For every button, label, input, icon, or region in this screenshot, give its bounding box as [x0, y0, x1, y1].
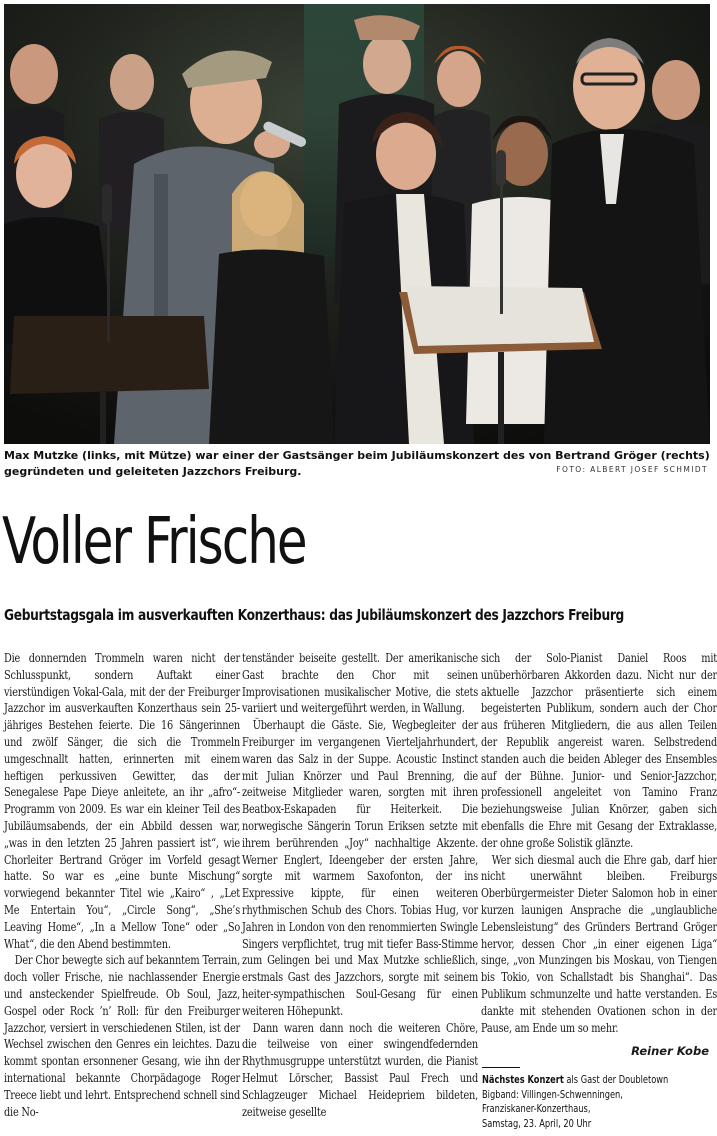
article-column-2 [242, 650, 478, 1120]
next-concert-line1: als Gast der Doubletown [563, 1074, 669, 1086]
paragraph: sich der Solo-Pianist Daniel Roos mit unüberhörbaren Akkorden dazu. Nicht nur der aktuelle Jazzchor präsentierte sich einem begeisterten Publikum, sondern auch der Chor aus früheren Mitgliedern, die aus allen Teilen der Republik angereist waren. Selbstredend standen auch die beiden Ableger des Ensembles auf der Bühne. Junior- und Senior-Jazzchor, professionell angeleitet von Tamino Franz beziehungsweise Julian Knörzer, gaben sich ebenfalls die Ehre mit Gesang der Extraklasse, der ohne große Solistik glänzte. [481, 651, 717, 850]
photo-credit: FOTO: ALBERT JOSEF SCHMIDT [556, 465, 708, 474]
next-concert-line4: Samstag, 23. April, 20 Uhr [482, 1118, 592, 1131]
paragraph: Dann waren dann noch die weiteren Chöre, die teilweise von einer swingendfedernden Rhythmusgruppe unterstützt wurden, die Pianist Helmut Lörscher, Bassist Paul Frech und Schlagzeuger Michael Heidepriem bildeten, zeitweise gesellte [242, 1020, 478, 1119]
next-concert-line3: Franziskaner-Konzerthaus, [482, 1103, 591, 1116]
paragraph: Überhaupt die Gäste. Sie, Wegbegleiter der Freiburger im vergangenen Vierteljahrhundert, waren das Salz in der Suppe. Acoustic Instinct mit Julian Knörzer und Paul Brenning, die zeitweise Mitglieder waren, sorgten mit ihren Beatbox-Eskapaden für Heiterkeit. Die norwegische Sängerin Torun Eriksen setzte mit ihrem berührenden „Joy“ nachhaltige Akzente. Werner Englert, Ideengeber der ersten Jahre, sorgte mit warmem Saxofonton, der ins Expressive kippte, für einen weiteren rhythmischen Schub des Chors. Tobias Hug, vor Jahren in London von den renommierten Swingle Singers verpflichtet, trug mit tiefer Bass-Stimme zum Gelingen bei und Max Mutzke schließlich, erstmals Gast des Jazzchors, sorgte mit seinem heiter-sympathischen Soul-Gesang für einen weiteren Höhepunkt. [242, 718, 478, 1018]
paragraph: tenständer beiseite gestellt. Der amerikanische Gast brachte den Chor mit seinen Improvisationen musikalischer Motive, die stets variiert und weitergeführt werden, in Wallung. [242, 651, 478, 716]
article-column-1 [4, 650, 240, 1120]
paragraph: Die donnernden Trommeln waren nicht der Schlusspunkt, sondern Auftakt einer vierstündigen Vokal-Gala, mit der der Freiburger Jazzchor im ausverkauften Konzerthaus sein 25-jähriges Bestehen feierte. Die 16 Sängerinnen und zwölf Sänger, die sich die Trommeln umgeschnallt hatten, erinnerten mit einem heftigen perkussiven Gewitter, das der Senegalese Pape Dieye anleitete, an ihr „afro“-Programm von 2009. Es war ein kleiner Teil des Jubiläumsabends, der ein Abbild dessen war, „was in den letzten 25 Jahren passiert ist“, wie Chorleiter Bertrand Gröger im Vorfeld gesagt hatte. So war es „eine bunte Mischung“ vorwiegend bekannter Titel wie „Kairo“ , „Let Me Entertain You“, „Circle Song“, „She’s Leaving Home“, „In a Mellow Tone“ oder „So What“, die den Abend bestimmten. [4, 651, 240, 951]
paragraph: Wer sich diesmal auch die Ehre gab, darf hier nicht unerwähnt bleiben. Freiburgs Oberbürgermeister Dieter Salomon hob in einer kurzen launigen Ansprache die „unglaubliche Lebensleistung“ des Gründers Bertrand Gröger hervor, dessen Chor „in einer eigenen Liga“ singe, „von Munzingen bis Moskau, von Tiengen bis Tokio, von Schallstadt bis Shanghai“. Das Publikum schmunzelte und hatte verstanden. Es dankte mit stehenden Ovationen schon in der Pause, am Ende um so mehr. [481, 852, 717, 1035]
article-subheadline: Geburtstagsgala im ausverkauften Konzerthaus: das Jubiläumskonzert des Jazzchors Freiburg [4, 606, 624, 624]
article-photo [4, 4, 710, 444]
info-divider [482, 1067, 520, 1068]
photo-caption: Max Mutzke (links, mit Mütze) war einer der Gastsänger beim Jubiläumskonzert des von Bertrand Gröger (rechts) gegründeten und geleiteten Jazzchors Freiburg. [4, 449, 710, 478]
next-concert-line2: Bigband: Villingen-Schwenningen, [482, 1088, 623, 1101]
article-column-3 [481, 650, 717, 1036]
next-concert-label: Nächstes Konzert [482, 1074, 564, 1086]
article-headline: Voller Frische [2, 505, 306, 579]
concert-photo-illustration [4, 4, 710, 444]
paragraph: Der Chor bewegte sich auf bekanntem Terrain, doch voller Frische, nie nachlassender Energie und ansteckender Spielfreude. Ob Soul, Jazz, Gospel oder Rock ’n’ Roll: für den Freiburger Jazzchor, versiert in verschiedenen Stilen, ist der Wechsel zwischen den Genres ein leichtes. Dazu kommt spontan ersonnener Gesang, wie ihn der international bekannte Chorpädagoge Roger Treece liebt und lehrt. Entsprechend schnell sind die No- [4, 953, 240, 1119]
next-concert-info [482, 1073, 708, 1132]
article-author: Reiner Kobe [631, 1044, 709, 1058]
